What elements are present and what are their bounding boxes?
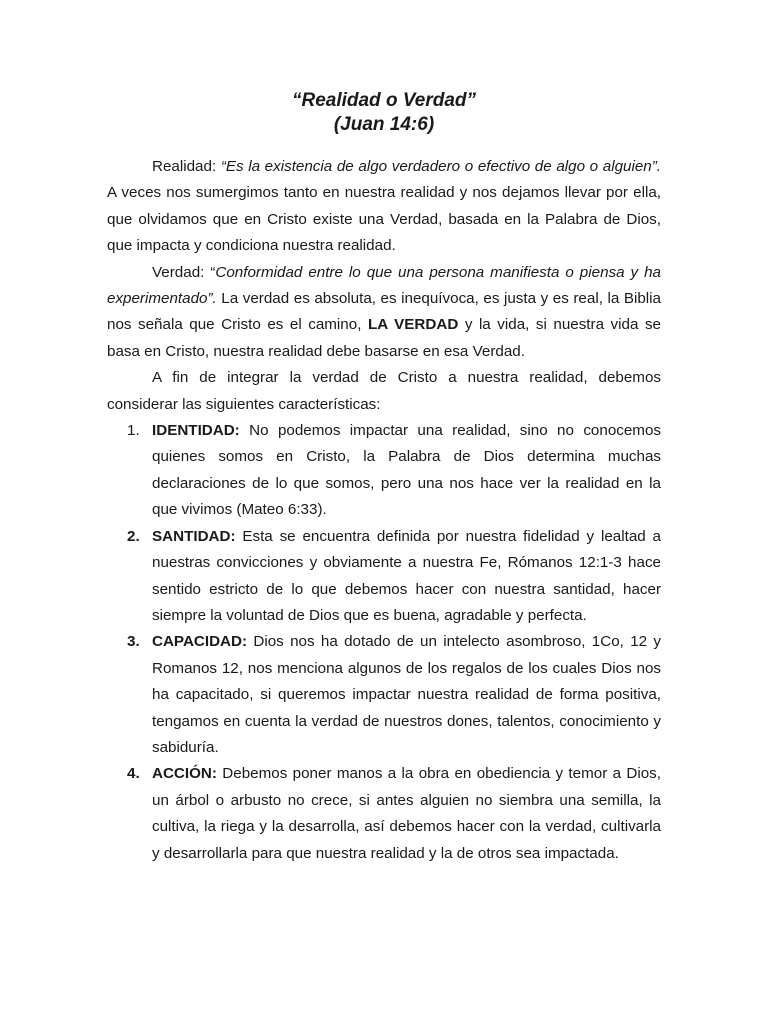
list-item-number: 4. [127,765,140,783]
list-item [107,761,661,867]
list-item-number: 2. [127,527,140,545]
document-subtitle: (Juan 14:6) [333,114,435,135]
paragraph-realidad-text: A veces nos sumergimos tanto en nuestra realidad y nos dejamos llevar por ella, que olvidamos que en Cristo existe una Verdad, basada en la Palabra de Dios, que impacta y condiciona nuestra realidad. [107,184,661,255]
list-item-heading: IDENTIDAD: [152,422,240,440]
document-title: “Realidad o Verdad” [291,90,477,111]
characteristics-list [107,418,661,867]
paragraph-verdad-text-a: La verdad es absoluta, es inequívoca, es justa y es real, la Biblia nos señala que Cristo es el camino, [107,290,661,334]
la-verdad-emphasis: LA VERDAD [367,316,459,334]
list-item-text: Esta se encuentra definida por nuestra fidelidad y lealtad a nuestras convicciones y obviamente a nuestra Fe, Rómanos 12:1-3 hace sentido estricto de lo que debemos hacer con nuestra santidad, hacer siempre la voluntad de Dios que es buena, agradable y perfecta. [152,527,661,624]
list-item-heading: CAPACIDAD: [152,633,248,651]
list-item [107,418,661,524]
term-realidad: Realidad: [152,158,221,175]
list-item-text: Dios nos ha dotado de un intelecto asombroso, 1Co, 12 y Romanos 12, nos menciona algunos de los regalos de los cuales Dios nos ha capacitado, si queremos impactar nuestra realidad de forma positiva, tengamos en cuenta la verdad de nuestros dones, talentos, conocimiento y sabiduría. [152,633,661,756]
paragraph-verdad [107,260,661,366]
document-body [107,154,661,867]
paragraph-verdad-text-b: y la vida, si nuestra vida se basa en Cristo, nuestra realidad debe basarse en esa Verdad. [107,316,661,360]
title-block [0,89,768,137]
paragraph-realidad [107,154,661,260]
list-item-text: No podemos impactar una realidad, sino no conocemos quienes somos en Cristo, la Palabra de Dios determina muchas declaraciones de lo que somos, pero una nos hace ver la realidad en la que vivimos (Mateo 6:33). [152,422,661,519]
definition-verdad: Conformidad entre lo que una persona manifiesta o piensa y ha experimentado”. [107,263,661,308]
list-item-number: 3. [127,633,140,651]
list-item-text: Debemos poner manos a la obra en obediencia y temor a Dios, un árbol o arbusto no crece, si antes alguien no siembra una semilla, la cultiva, la riega y la desarrolla, así debemos hacer con la verdad, cultivarla y desarrollarla para que nuestra realidad y la de otros sea impactada. [152,765,661,862]
paragraph-intro-list: A fin de integrar la verdad de Cristo a nuestra realidad, debemos considerar las siguientes características: [107,369,661,413]
open-quote: “ [220,158,226,175]
list-item [107,629,661,761]
term-verdad: Verdad: “ [152,263,216,281]
list-item-heading: ACCIÓN: [152,765,217,783]
list-item-heading: SANTIDAD: [152,527,236,545]
list-item-number: 1. [127,422,140,440]
definition-realidad: Es la existencia de algo verdadero o efectivo de algo o alguien”. [225,158,662,175]
list-item [107,524,661,630]
